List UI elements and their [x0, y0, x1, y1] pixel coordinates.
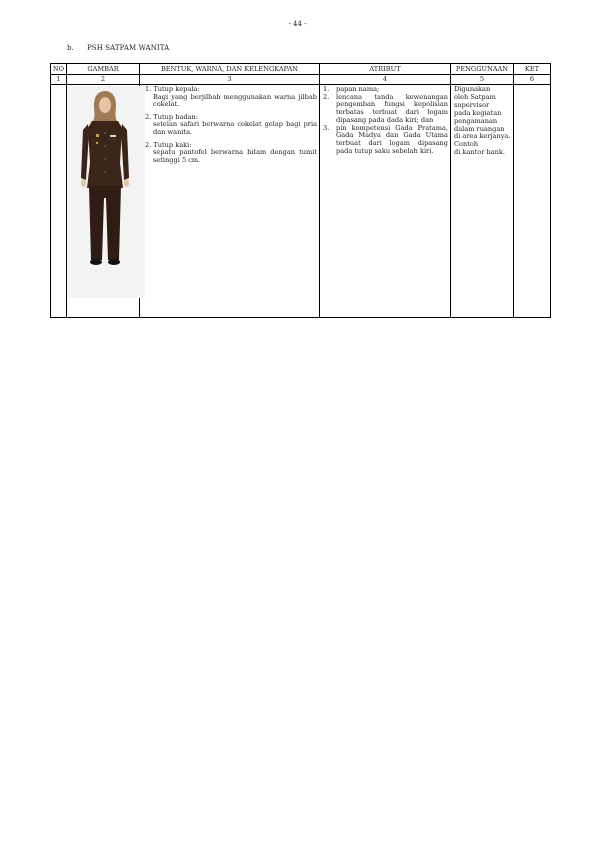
- bentuk-item-desc: sepatu pantofel berwarna hitam dengan tumit setinggi 5 cm.: [153, 148, 317, 164]
- atribut-list: [320, 85, 450, 155]
- penggunaan-line: oleh Satpam: [454, 92, 496, 101]
- bentuk-item-desc: setelan safari berwarna cokelat gelap bagi pria dan wanita.: [153, 120, 317, 136]
- header-ket: KET: [514, 64, 551, 75]
- number-cell: 2: [67, 75, 140, 85]
- penggunaan-line: Contoh: [454, 140, 479, 149]
- number-cell: 1: [51, 75, 67, 85]
- atribut-item: [323, 125, 448, 156]
- atribut-item-number: 2.: [323, 92, 330, 101]
- atribut-item: [323, 94, 448, 125]
- atribut-item-text: papan nama;: [336, 85, 380, 93]
- bentuk-item: [145, 86, 317, 109]
- page-number: - 44 -: [288, 20, 307, 28]
- number-cell: 3: [140, 75, 320, 85]
- number-cell: 4: [320, 75, 451, 85]
- number-cell: 6: [514, 75, 551, 85]
- penggunaan-line: pada kegiatan: [454, 108, 502, 117]
- bentuk-item-title: 2. Tutup kaki:: [145, 140, 192, 149]
- gambar-cell: [67, 85, 140, 318]
- atribut-item-number: 1.: [323, 85, 330, 93]
- header-row: [51, 64, 551, 75]
- female-security-uniform-illustration: [75, 88, 135, 270]
- bentuk-item-title: 1. Tutup kepala:: [145, 85, 200, 93]
- number-cell: 5: [451, 75, 514, 85]
- atribut-item-text: lencana tanda kewenangan pengemban fungsi kepolisian terbatas terbuat dari logam dipasang pada dada kiri; dan: [336, 92, 448, 124]
- ket-cell: [514, 85, 551, 318]
- atribut-item-number: 3.: [323, 123, 330, 132]
- number-row: [51, 75, 551, 85]
- atribut-cell: [320, 85, 451, 318]
- section-heading: [67, 44, 169, 52]
- penggunaan-line: dalam ruangan: [454, 124, 505, 133]
- header-gambar: GAMBAR: [67, 64, 140, 75]
- penggunaan-cell: [451, 85, 514, 318]
- bentuk-cell: [140, 85, 320, 318]
- penggunaan-text: [451, 85, 513, 157]
- penggunaan-line: di area kerjanya.: [454, 132, 511, 141]
- uniform-table: [50, 63, 551, 318]
- header-atribut: ATRIBUT: [320, 64, 451, 75]
- penggunaan-line: pengamanan: [454, 116, 498, 125]
- section-letter: b.: [67, 44, 74, 52]
- header-bentuk: BENTUK, WARNA, DAN KELENGKAPAN: [140, 64, 320, 75]
- bentuk-item-title: 2. Tutup badan:: [145, 112, 199, 121]
- atribut-item-text: pin kompetensi Gada Pratama, Gada Madya dan Gada Utama terbuat dari logam dipasang pada tutup saku sebelah kiri.: [336, 123, 448, 155]
- penggunaan-line: supervisor: [454, 100, 490, 109]
- section-title: PSH SATPAM WANITA: [87, 44, 170, 52]
- header-penggunaan: PENGGUNAAN: [451, 64, 514, 75]
- no-cell: [51, 85, 67, 318]
- bentuk-list: [140, 85, 319, 164]
- penggunaan-line: Digunakan: [454, 85, 491, 93]
- body-row: [51, 85, 551, 318]
- bentuk-item: [145, 142, 317, 165]
- header-no: NO: [51, 64, 67, 75]
- penggunaan-line: di kantor bank.: [454, 148, 505, 157]
- bentuk-item: [145, 114, 317, 137]
- bentuk-item-desc: Bagi yang berjilbab menggunakan warna jilbab cokelat.: [153, 92, 317, 109]
